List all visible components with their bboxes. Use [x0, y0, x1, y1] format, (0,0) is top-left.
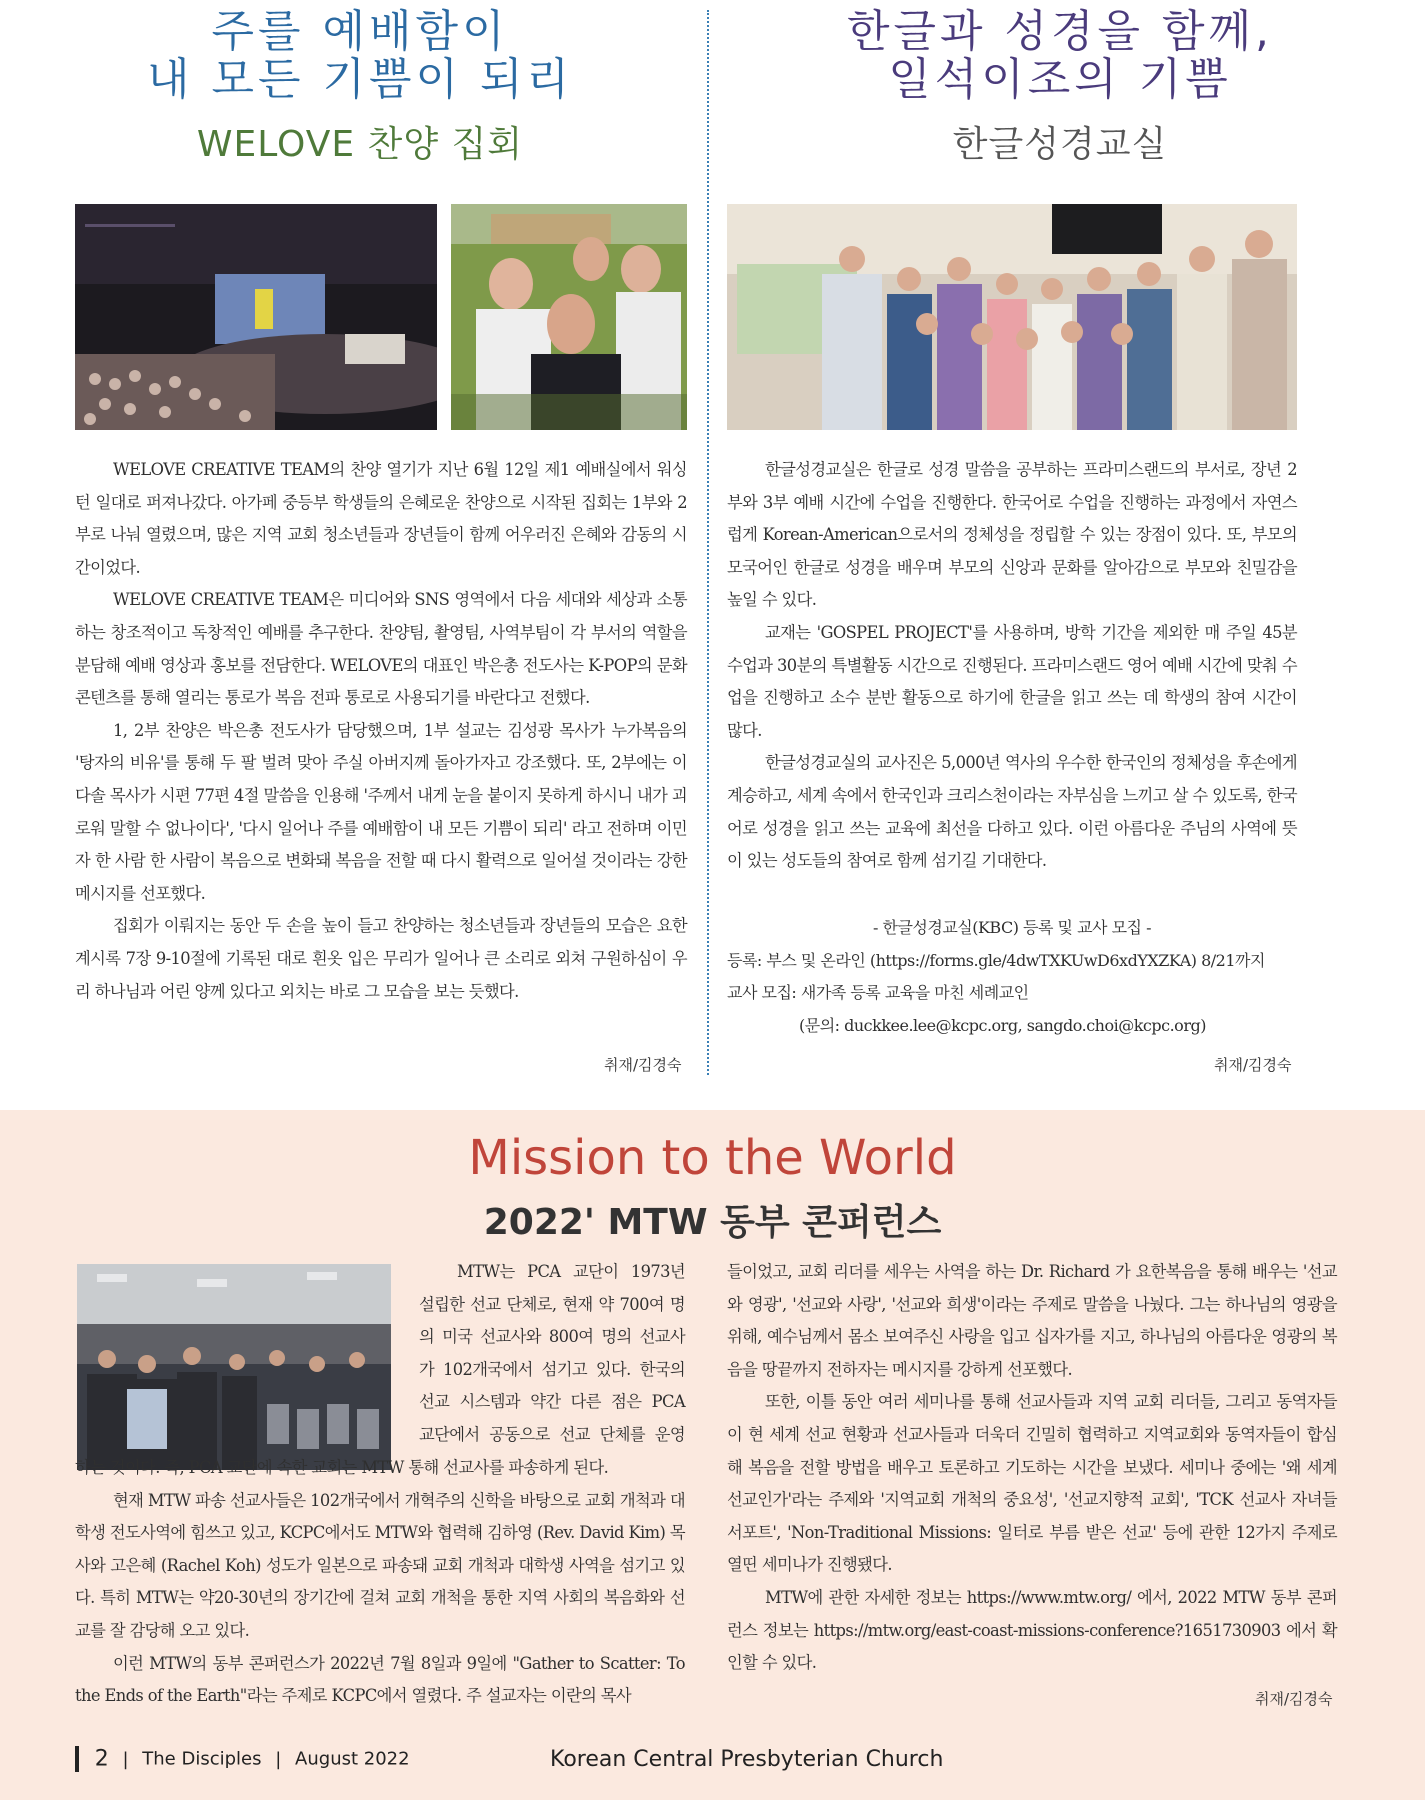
left-title-line-1: 주를 예배함이 — [211, 6, 509, 57]
mtw-left-paragraph-3: 이런 MTW의 동부 콘퍼런스가 2022년 7월 8일과 9일에 "Gather to Scatter: To the Ends of the Earth"라는 주제로 KCPC에서 열렸다. 주 설교자는 이란의 목사 — [75, 1653, 685, 1706]
footer-separator: | — [122, 1748, 129, 1770]
mtw-title: Mission to the World — [468, 1130, 957, 1186]
mtw-wrap-line-5: 선교 시스템과 약간 다른 점은 PCA — [419, 1392, 685, 1412]
right-article-header — [725, 8, 1395, 167]
mtw-wrap-line-3: 의 미국 선교사와 800여 명의 선교사 — [419, 1327, 685, 1347]
footer-separator-2: | — [275, 1748, 282, 1770]
kbc-notice-teachers: 교사 모집: 새가족 등록 교육을 마친 세례교인 — [727, 983, 1029, 1003]
right-article-subtitle: 한글성경교실 — [952, 124, 1168, 165]
mtw-wrap-line-1: MTW는 PCA 교단이 1973년 — [457, 1262, 685, 1281]
mtw-right-paragraph-1: 들이었고, 교회 리더를 세우는 사역을 하는 Dr. Richard 가 요한복음을 통해 배우는 '선교와 영광', '선교와 사랑', '선교와 희생'이라는 주제로 말씀을 나눴다. 그는 하나님의 영광을 위해, 예수님께서 몸소 보여주신 사랑을 입고 십자가를 지고, 하나님의 아름다운 영광의 복음을 땅끝까지 전하자는 메시지를 강하게 선포했다. — [727, 1262, 1337, 1379]
mtw-right-body — [727, 1256, 1337, 1680]
right-paragraph-3: 한글성경교실의 교사진은 5,000년 역사의 우수한 한국인의 정체성을 후손에게 계승하고, 세계 속에서 한국인과 크리스천이라는 자부심을 느끼고 살 수 있도록, 한국어로 성경을 읽고 쓰는 교육에 최선을 다하고 있다. 이런 아름다운 주님의 사역에 뜻이 있는 성도들의 참여로 함께 섬기길 기대한다. — [727, 753, 1297, 871]
mtw-wrap-line-4: 가 102개국에서 섬기고 있다. 한국의 — [419, 1359, 685, 1379]
issue-date: August 2022 — [295, 1748, 410, 1770]
right-paragraph-2: 교재는 'GOSPEL PROJECT'를 사용하며, 방학 기간을 제외한 매 주일 45분 수업과 30분의 특별활동 시간으로 진행된다. 프라미스랜드 영어 예배 시간에 맞춰 수업을 진행하고 소수 분반 활동으로 하기에 한글을 읽고 쓰는 데 학생의 참여 시간이 많다. — [727, 622, 1297, 740]
left-article-header — [30, 8, 690, 167]
mtw-wrap-text — [419, 1256, 685, 1452]
right-title-line-1: 한글과 성경을 함께, — [847, 6, 1273, 57]
right-article-body — [727, 454, 1297, 878]
right-article-title — [725, 8, 1395, 104]
left-paragraph-4: 집회가 이뤄지는 동안 두 손을 높이 들고 찬양하는 청소년들과 장년들의 모습은 요한계시록 7장 9-10절에 기록된 대로 흰옷 입은 무리가 일어나 큰 소리로 외쳐 구원하심이 우리 하나님과 어린 양께 있다고 외치는 바로 그 모습을 보는 듯했다. — [75, 916, 687, 1001]
left-title-line-2: 내 모든 기쁨이 되리 — [147, 54, 573, 105]
mtw-article-credit: 취재/김경숙 — [1255, 1690, 1333, 1708]
footer-bar — [75, 1746, 79, 1772]
left-paragraph-2: WELOVE CREATIVE TEAM은 미디어와 SNS 영역에서 다음 세대와 세상과 소통하는 창조적이고 독창적인 예배를 추구한다. 찬양팀, 촬영팀, 사역부팀이 각 부서의 역할을 분담해 예배 영상과 홍보를 전담한다. WELOVE의 대표인 박은총 전도사는 K-POP의 문화 콘텐츠를 통해 열리는 통로가 복음 전파 통로로 사용되기를 바란다고 전했다. — [75, 590, 687, 708]
right-paragraph-1: 한글성경교실은 한글로 성경 말씀을 공부하는 프라미스랜드의 부서로, 장년 2부와 3부 예배 시간에 수업을 진행한다. 한국어로 수업을 진행하는 과정에서 자연스럽게 Korean-American으로서의 정체성을 정립할 수 있는 장점이 있다. 또, 부모의 모국어인 한글로 성경을 배우며 부모의 신앙과 문화를 알아감으로 부모와 친밀감을 높일 수 있다. — [727, 460, 1297, 610]
right-article-credit: 취재/김경숙 — [1214, 1056, 1292, 1074]
kbc-notice-heading: - 한글성경교실(KBC) 등록 및 교사 모집 - — [873, 918, 1151, 937]
mtw-right-paragraph-3: MTW에 관한 자세한 정보는 https://www.mtw.org/ 에서, 2022 MTW 동부 콘퍼런스 정보는 https://mtw.org/east-coast-missions-conference?1651730903 에서 확인할 수 있다. — [727, 1587, 1337, 1673]
mtw-right-paragraph-2: 또한, 이틀 동안 여러 세미나를 통해 선교사들과 지역 교회 리더들, 그리고 동역자들이 현 세계 선교 현황과 선교사들과 더욱더 긴밀히 협력하고 지역교회와 동역자들이 합심해 복음을 전할 방법을 배우고 토론하고 기도하는 시간을 보냈다. 세미나 중에는 '왜 세계 선교인가'라는 주제와 '지역교회 개척의 중요성', '선교지향적 교회', 'TCK 선교사 자녀들 서포트', 'Non-Traditional Missions: 일터로 부름 받은 선교' 등에 관한 12가지 주제로 열띤 세미나가 진행됐다. — [727, 1392, 1337, 1575]
mtw-left-body — [75, 1452, 685, 1713]
team-group-photo — [451, 204, 687, 430]
page-number: 2 — [94, 1746, 109, 1772]
mtw-left-paragraph-1: 하는 것이다. 즉, PCA 교단에 속한 교회는 MTW 통해 선교사를 파송하게 된다. — [75, 1458, 609, 1477]
mtw-left-paragraph-2: 현재 MTW 파송 선교사들은 102개국에서 개혁주의 신학을 바탕으로 교회 개척과 대학생 전도사역에 힘쓰고 있고, KCPC에서도 MTW와 협력해 김하영 (Rev. David Kim) 목사와 고은혜 (Rachel Koh) 성도가 일본으로 파송돼 교회 개척과 대학생 사역을 섬기고 있다. 특히 MTW는 약20-30년의 장기간에 걸쳐 교회 개척을 통한 지역 사회의 복음화와 선교를 잘 감당해 오고 있다. — [75, 1490, 685, 1640]
kbc-notice-registration: 등록: 부스 및 온라인 (https://forms.gle/4dwTXKUwD6xdYXZKA) 8/21까지 — [727, 950, 1265, 970]
left-paragraph-3: 1, 2부 찬양은 박은총 전도사가 담당했으며, 1부 설교는 김성광 목사가 누가복음의 '탕자의 비유'를 통해 두 팔 벌려 맞아 주실 아버지께 돌아가자고 강조했다. 또, 2부에는 이다솔 목사가 시편 77편 4절 말씀을 인용해 '주께서 내게 눈을 붙이지 못하게 하시니 내가 괴로워 말할 수 없나이다', '다시 일어나 주를 예배함이 내 모든 기쁨이 되리' 라고 전하며 이민자 한 사람 한 사람이 복음으로 변화돼 복음을 전할 때 다시 활력으로 일어설 것이라는 강한 메시지를 선포했다. — [75, 720, 687, 903]
worship-hall-photo — [75, 204, 437, 430]
mtw-wrap-line-2: 설립한 선교 단체로, 현재 약 700여 명 — [419, 1294, 685, 1314]
church-name: Korean Central Presbyterian Church — [550, 1747, 944, 1772]
left-article-body — [75, 454, 687, 1008]
kbc-class-photo — [727, 204, 1297, 430]
left-article-title — [30, 8, 690, 104]
mtw-conference-photo — [77, 1264, 391, 1470]
kbc-notice — [727, 912, 1297, 1042]
kbc-notice-contact: (문의: duckkee.lee@kcpc.org, sangdo.choi@kcpc.org) — [799, 1015, 1206, 1035]
right-title-line-2: 일석이조의 기쁨 — [888, 54, 1232, 105]
publication-name: The Disciples — [142, 1748, 262, 1770]
mtw-subtitle: 2022' MTW 동부 콘퍼런스 — [483, 1202, 942, 1243]
left-article-subtitle: WELOVE 찬양 집회 — [196, 124, 524, 165]
column-divider — [707, 10, 709, 1075]
left-paragraph-1: WELOVE CREATIVE TEAM의 찬양 열기가 지난 6월 12일 제1 예배실에서 워싱턴 일대로 퍼져나갔다. 아가페 중등부 학생들의 은혜로운 찬양으로 시작된 집회는 1부와 2부로 나눠 열렸으며, 많은 지역 교회 청소년들과 장년들이 함께 어우러진 은혜와 감동의 시간이었다. — [75, 460, 687, 577]
left-article-credit: 취재/김경숙 — [604, 1056, 682, 1074]
mtw-wrap-line-6: 교단에서 공동으로 선교 단체를 운영 — [419, 1424, 685, 1444]
page-footer — [75, 1746, 410, 1774]
